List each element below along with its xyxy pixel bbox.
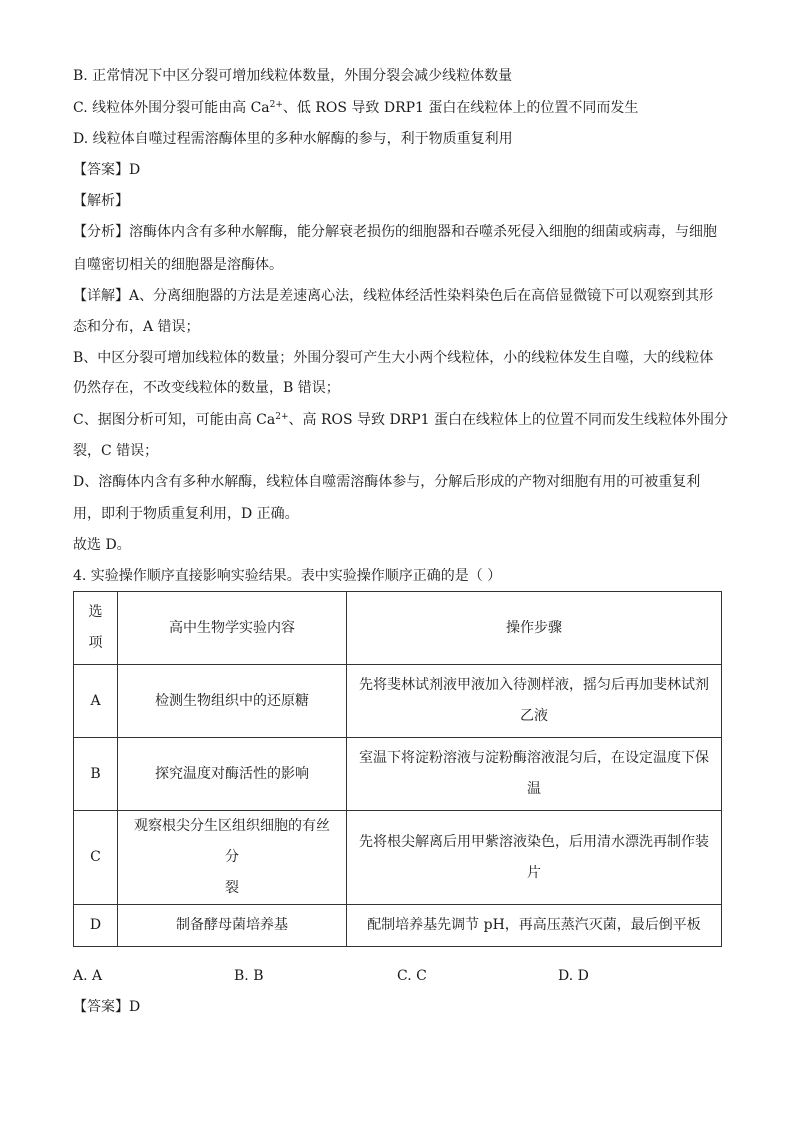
analysis-label: 【解析】 <box>73 193 129 209</box>
choice-d: D. D <box>558 968 589 984</box>
option-c-pre: C. 线粒体外围分裂可能由高 Ca <box>73 100 270 116</box>
row-option: C <box>74 811 118 905</box>
header-steps: 操作步骤 <box>347 592 722 665</box>
c-line-sup: 2+ <box>275 412 289 422</box>
row-option: A <box>74 665 118 738</box>
choice-b: B. B <box>234 968 264 984</box>
row-steps: 室温下将淀粉溶液与淀粉酶溶液混匀后，在设定温度下保 温 <box>347 738 722 811</box>
option-b-text: B. 正常情况下中区分裂可增加线粒体数量，外围分裂会减少线粒体数量 <box>73 68 513 84</box>
option-c-post: 、低 ROS 导致 DRP1 蛋白在线粒体上的位置不同而发生 <box>282 100 639 116</box>
d-line-1: D、溶酶体内含有多种水解酶，线粒体自噬需溶酶体参与，分解后形成的产物对细胞有用的可被重复利 <box>73 474 701 490</box>
table-row <box>74 738 722 811</box>
d-line-2: 用，即利于物质重复利用，D 正确。 <box>73 506 299 522</box>
xiangjie-line-2: 态和分布，A 错误； <box>73 319 200 335</box>
b-line-2: 仍然存在，不改变线粒体的数量，B 错误； <box>73 380 340 396</box>
answer-label: 【答案】D <box>73 162 141 178</box>
b-line-1: B、中区分裂可增加线粒体的数量；外围分裂可产生大小两个线粒体，小的线粒体发生自噬，大的线粒体 <box>73 350 714 366</box>
c-line-pre: C、据图分析可知，可能由高 Ca <box>73 412 276 428</box>
xiangjie-line-1: 【详解】A、分离细胞器的方法是差速离心法，线粒体经活性染料染色后在高倍显微镜下可以观察到其形 <box>73 288 714 304</box>
table-row <box>74 665 722 738</box>
table-header-row <box>74 592 722 665</box>
row-content: 制备酵母菌培养基 <box>118 905 347 947</box>
conclusion: 故选 D。 <box>73 537 131 553</box>
option-d-text: D. 线粒体自噬过程需溶酶体里的多种水解酶的参与，利于物质重复利用 <box>73 131 513 147</box>
table-row <box>74 905 722 947</box>
row-steps: 配制培养基先调节 pH，再高压蒸汽灭菌，最后倒平板 <box>347 905 722 947</box>
table-row <box>74 811 722 905</box>
option-c-sup: 2+ <box>269 100 283 110</box>
row-content: 检测生物组织中的还原糖 <box>118 665 347 738</box>
choice-a: A. A <box>73 968 103 984</box>
answer-label-2: 【答案】D <box>73 999 141 1015</box>
row-option: D <box>74 905 118 947</box>
row-steps: 先将斐林试剂液甲液加入待测样液，摇匀后再加斐林试剂 乙液 <box>347 665 722 738</box>
row-content: 观察根尖分生区组织细胞的有丝分 裂 <box>118 811 347 905</box>
option-c-text <box>73 98 638 118</box>
row-steps: 先将根尖解离后用甲紫溶液染色，后用清水漂洗再制作装 片 <box>347 811 722 905</box>
c-line-post: 、高 ROS 导致 DRP1 蛋白在线粒体上的位置不同而发生线粒体外围分 <box>288 412 729 428</box>
experiment-table <box>73 591 722 947</box>
c-line-1 <box>73 410 728 430</box>
header-option: 选 项 <box>74 592 118 665</box>
c-line-2: 裂，C 错误； <box>73 443 159 459</box>
fenxi-line-2: 自噬密切相关的细胞器是溶酶体。 <box>73 257 283 273</box>
row-content: 探究温度对酶活性的影响 <box>118 738 347 811</box>
row-option: B <box>74 738 118 811</box>
question-4: 4. 实验操作顺序直接影响实验结果。表中实验操作顺序正确的是（ ） <box>73 568 502 584</box>
header-content: 高中生物学实验内容 <box>118 592 347 665</box>
fenxi-line-1: 【分析】溶酶体内含有多种水解酶，能分解衰老损伤的细胞器和吞噬杀死侵入细胞的细菌或病毒，与细胞 <box>73 224 717 240</box>
choice-c: C. C <box>397 968 427 984</box>
